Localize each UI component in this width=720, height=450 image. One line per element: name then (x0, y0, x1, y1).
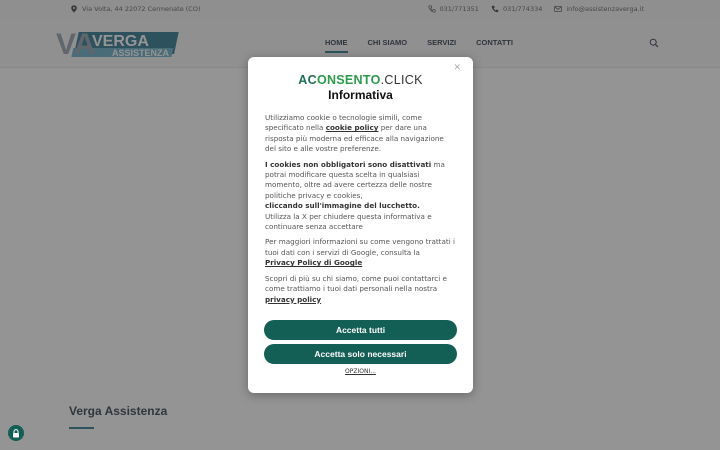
close-instruction-text: Utilizza la X per chiudere questa informativa e continuare senza accettare (265, 211, 432, 232)
google-info-text: Per maggiori informazioni su come vengono trattati i tuoi dati con i servizi di Google, consulta la (265, 237, 456, 257)
options-link[interactable]: OPZIONI... (345, 368, 376, 375)
cookies-paragraph (265, 160, 457, 233)
accept-all-button[interactable]: Accetta tutti (264, 320, 457, 340)
accept-necessary-button[interactable]: Accetta solo necessari (264, 344, 457, 364)
intro-paragraph (265, 113, 457, 155)
cookies-disabled-text: I cookies non obbligatori sono disattivati (265, 159, 432, 169)
brand-click: .CLICK (380, 73, 423, 87)
modal-body (265, 113, 457, 310)
lock-instruction-text: cliccando sull'immagine del lucchetto. (265, 201, 420, 211)
consent-lock-button[interactable] (8, 425, 24, 441)
cookie-policy-link[interactable]: cookie policy (325, 123, 379, 133)
cookies-info-text: ma potrai modificare questa scelta in qualsiasi momento, oltre ad avere certezza delle nostre politiche privacy e cookies, (265, 159, 445, 200)
privacy-paragraph (265, 274, 457, 305)
google-paragraph (265, 237, 457, 268)
privacy-info-text: Scopri di più su chi siamo, come puoi contattarci e come trattiamo i tuoi dati personali nella nostra (265, 273, 447, 294)
intro-text: Utilizziamo cookie o tecnologie simili, come specificato nella (265, 113, 422, 133)
brand-onsento: ONSENTO (316, 73, 381, 87)
privacy-policy-link[interactable]: privacy policy (265, 294, 322, 304)
intro-text-end: per dare una risposta più moderna ed efficace alla navigazione del sito e alle vostre preferenze. (265, 123, 444, 154)
brand-ac: AC (298, 73, 317, 87)
lock-icon (12, 429, 20, 438)
close-icon[interactable]: ✕ (453, 63, 461, 73)
consent-brand-logo (248, 73, 473, 87)
modal-title: Informativa (328, 88, 393, 102)
google-privacy-link[interactable]: Privacy Policy di Google (265, 258, 363, 268)
cookie-consent-modal (248, 57, 473, 393)
